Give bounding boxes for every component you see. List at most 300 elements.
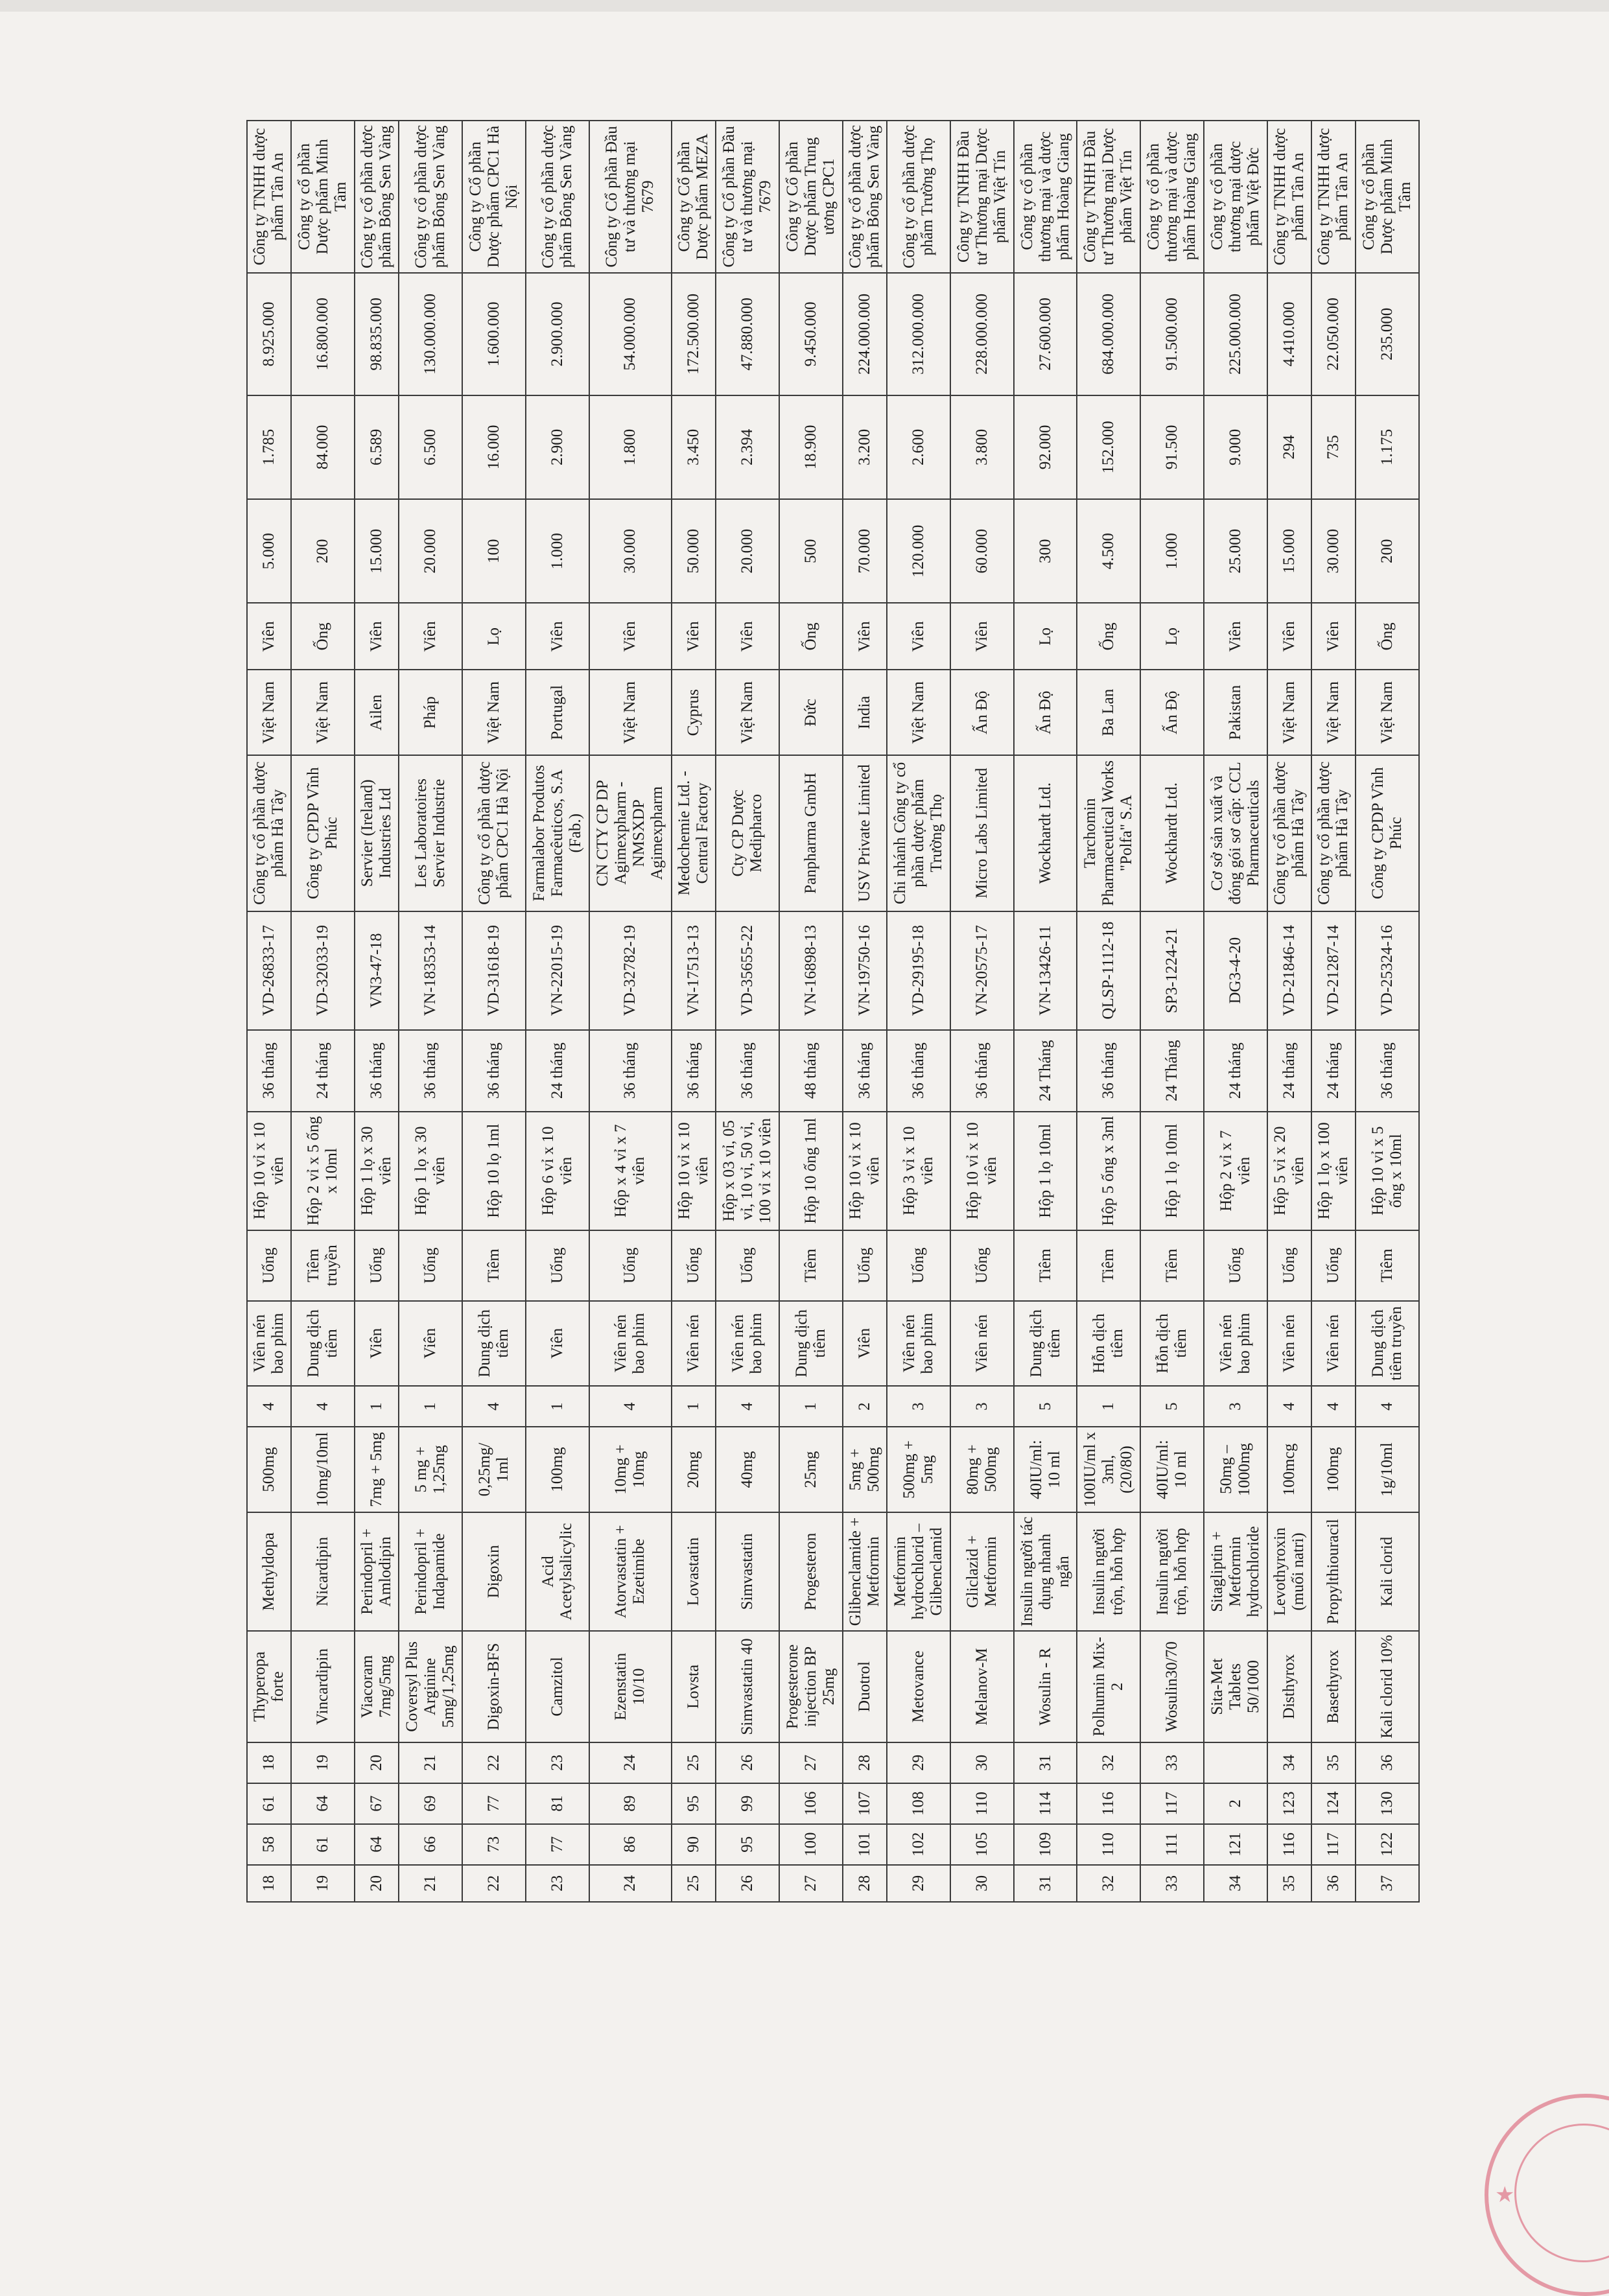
table-cell: Perindopril + Amlodipin bbox=[355, 1512, 399, 1631]
table-cell: VD-35655-22 bbox=[716, 911, 779, 1030]
table-cell: 26 bbox=[716, 1742, 779, 1783]
table-cell: Ống bbox=[779, 603, 843, 670]
table-cell: VD-31618-19 bbox=[462, 911, 526, 1030]
table-cell: VD-26833-17 bbox=[247, 911, 291, 1030]
table-cell: 80mg + 500mg bbox=[950, 1427, 1014, 1512]
table-cell: Duotrol bbox=[843, 1631, 887, 1742]
table-cell: VN-18353-14 bbox=[399, 911, 462, 1030]
table-cell: Công ty Cổ phần Dược phẩm MEZA bbox=[672, 121, 716, 273]
table-cell: Tiêm bbox=[1014, 1230, 1077, 1301]
table-cell: 61 bbox=[291, 1824, 355, 1865]
table-cell: 20.000 bbox=[716, 499, 779, 603]
table-cell: Farmalabor Produtos Farmacêuticos, S.A (Fab.) bbox=[526, 755, 589, 911]
table-cell: 30.000 bbox=[589, 499, 672, 603]
rotated-table-container bbox=[246, 120, 1420, 1903]
table-cell: 100IU/ml x 3ml, (20/80) bbox=[1077, 1427, 1140, 1512]
table-row bbox=[779, 121, 843, 1902]
table-cell: 64 bbox=[291, 1783, 355, 1824]
table-cell: 3 bbox=[887, 1386, 950, 1427]
table-row bbox=[462, 121, 526, 1902]
table-cell: Viên bbox=[355, 1301, 399, 1387]
table-cell: 123 bbox=[1267, 1783, 1311, 1824]
table-cell: 24 tháng bbox=[1204, 1030, 1267, 1112]
table-cell: Tiêm bbox=[1356, 1230, 1419, 1301]
table-cell: 1.600.000 bbox=[462, 273, 526, 395]
table-cell: 5 bbox=[1014, 1386, 1077, 1427]
table-cell: 66 bbox=[399, 1824, 462, 1865]
table-cell: Viên nén bao phim bbox=[887, 1301, 950, 1387]
table-cell: Simvastatin 40 bbox=[716, 1631, 779, 1742]
table-cell: Ống bbox=[291, 603, 355, 670]
table-cell: 35 bbox=[1267, 1865, 1311, 1902]
table-cell: Hộp 2 vỉ x 5 ống x 10ml bbox=[291, 1112, 355, 1230]
table-cell: Ống bbox=[1356, 603, 1419, 670]
table-cell: 67 bbox=[355, 1783, 399, 1824]
table-cell: 100mg bbox=[1311, 1427, 1356, 1512]
table-cell: 3 bbox=[950, 1386, 1014, 1427]
table-cell: 152.000 bbox=[1077, 395, 1140, 499]
table-cell: Viên bbox=[716, 603, 779, 670]
table-cell: Uống bbox=[399, 1230, 462, 1301]
table-cell: 24 tháng bbox=[1311, 1030, 1356, 1112]
table-cell: 2.900.000 bbox=[526, 273, 589, 395]
table-cell: Viên bbox=[1311, 603, 1356, 670]
table-cell: Hộp 10 ống 1ml bbox=[779, 1112, 843, 1230]
table-row bbox=[291, 121, 355, 1902]
table-cell: 24 tháng bbox=[291, 1030, 355, 1112]
table-cell: 1 bbox=[526, 1386, 589, 1427]
table-row bbox=[355, 121, 399, 1902]
table-cell: VD-32033-19 bbox=[291, 911, 355, 1030]
table-cell: Hộp 10 vỉ x 10 viên bbox=[843, 1112, 887, 1230]
table-cell: 200 bbox=[291, 499, 355, 603]
table-cell: 24 bbox=[589, 1865, 672, 1902]
table-cell: 24 tháng bbox=[526, 1030, 589, 1112]
table-cell: 735 bbox=[1311, 395, 1356, 499]
table-cell: 60.000 bbox=[950, 499, 1014, 603]
table-cell: Công ty Cổ phần Dược phẩm CPC1 Hà Nội bbox=[462, 121, 526, 273]
table-cell: Hộp x 03 vỉ, 05 vỉ, 10 vỉ, 50 vỉ, 100 vỉ x 10 viên bbox=[716, 1112, 779, 1230]
table-cell: 95 bbox=[672, 1783, 716, 1824]
table-cell: Tiêm truyền bbox=[291, 1230, 355, 1301]
table-cell: 4.500 bbox=[1077, 499, 1140, 603]
table-cell: VN-19750-16 bbox=[843, 911, 887, 1030]
table-cell: Viên bbox=[399, 1301, 462, 1387]
table-cell: 1 bbox=[672, 1386, 716, 1427]
table-cell: Wockhardt Ltd. bbox=[1014, 755, 1077, 911]
table-cell: Portugal bbox=[526, 670, 589, 755]
table-cell: 25 bbox=[672, 1865, 716, 1902]
table-cell: Công ty TNHH Đầu tư Thương mại Dược phẩm Việt Tín bbox=[1077, 121, 1140, 273]
table-cell: Hộp 10 vỉ x 10 viên bbox=[247, 1112, 291, 1230]
table-cell: Hỗn dịch tiêm bbox=[1140, 1301, 1204, 1387]
table-cell: 1.000 bbox=[526, 499, 589, 603]
table-cell: 28 bbox=[843, 1742, 887, 1783]
table-cell: Hộp 5 ống x 3ml bbox=[1077, 1112, 1140, 1230]
table-row bbox=[1356, 121, 1419, 1902]
table-cell: Uống bbox=[247, 1230, 291, 1301]
table-cell: Công ty cổ phần dược phẩm Hà Tây bbox=[247, 755, 291, 911]
table-cell bbox=[1204, 1742, 1267, 1783]
table-cell: 29 bbox=[887, 1742, 950, 1783]
table-row bbox=[399, 121, 462, 1902]
table-cell: VN-22015-19 bbox=[526, 911, 589, 1030]
table-cell: Viên bbox=[589, 603, 672, 670]
table-cell: 20mg bbox=[672, 1427, 716, 1512]
table-cell: Pakistan bbox=[1204, 670, 1267, 755]
table-cell: 5 bbox=[1140, 1386, 1204, 1427]
table-cell: 23 bbox=[526, 1865, 589, 1902]
table-cell: Viên nén bao phim bbox=[1204, 1301, 1267, 1387]
table-cell: VN-17513-13 bbox=[672, 911, 716, 1030]
table-cell: 73 bbox=[462, 1824, 526, 1865]
table-cell: Methyldopa bbox=[247, 1512, 291, 1631]
table-cell: Viên bbox=[526, 1301, 589, 1387]
table-cell: Basethyrox bbox=[1311, 1631, 1356, 1742]
table-cell: Sita-Met Tablets 50/1000 bbox=[1204, 1631, 1267, 1742]
table-cell: 40IU/ml: 10 ml bbox=[1014, 1427, 1077, 1512]
table-cell: 4 bbox=[291, 1386, 355, 1427]
table-cell: Hộp x 4 vỉ x 7 viên bbox=[589, 1112, 672, 1230]
table-cell: Panpharma GmbH bbox=[779, 755, 843, 911]
table-cell: VD-29195-18 bbox=[887, 911, 950, 1030]
table-cell: 15.000 bbox=[355, 499, 399, 603]
table-cell: Nicardipin bbox=[291, 1512, 355, 1631]
table-cell: Insulin người tác dụng nhanh ngắn bbox=[1014, 1512, 1077, 1631]
table-cell: Hộp 1 lọ x 30 viên bbox=[355, 1112, 399, 1230]
table-cell: 32 bbox=[1077, 1742, 1140, 1783]
table-cell: 6.500 bbox=[399, 395, 462, 499]
table-cell: Dung dịch tiêm bbox=[1014, 1301, 1077, 1387]
table-cell: 36 tháng bbox=[887, 1030, 950, 1112]
table-cell: 106 bbox=[779, 1783, 843, 1824]
table-cell: Chi nhánh Công ty cổ phần dược phẩm Trường Thọ bbox=[887, 755, 950, 911]
table-cell: 36 tháng bbox=[950, 1030, 1014, 1112]
table-cell: 36 tháng bbox=[399, 1030, 462, 1112]
table-cell: 111 bbox=[1140, 1824, 1204, 1865]
table-cell: 3.800 bbox=[950, 395, 1014, 499]
table-cell: 312.000.000 bbox=[887, 273, 950, 395]
table-cell: Tiêm bbox=[1077, 1230, 1140, 1301]
table-cell: 684.000.000 bbox=[1077, 273, 1140, 395]
table-cell: 100mcg bbox=[1267, 1427, 1311, 1512]
table-cell: 3 bbox=[1204, 1386, 1267, 1427]
table-cell: 54.000.000 bbox=[589, 273, 672, 395]
table-cell: 27 bbox=[779, 1742, 843, 1783]
paper-top-edge bbox=[0, 0, 1609, 12]
table-cell: Việt Nam bbox=[291, 670, 355, 755]
table-cell: Ấn Độ bbox=[1014, 670, 1077, 755]
table-cell: 34 bbox=[1267, 1742, 1311, 1783]
table-cell: 5.000 bbox=[247, 499, 291, 603]
table-cell: Atorvastatin + Ezetimibe bbox=[589, 1512, 672, 1631]
table-cell: 500mg bbox=[247, 1427, 291, 1512]
table-cell: 19 bbox=[291, 1865, 355, 1902]
table-cell: 18 bbox=[247, 1865, 291, 1902]
table-cell: Insulin người trộn, hỗn hợp bbox=[1077, 1512, 1140, 1631]
table-cell: Việt Nam bbox=[1356, 670, 1419, 755]
table-cell: 9.450.000 bbox=[779, 273, 843, 395]
table-cell: 30 bbox=[950, 1742, 1014, 1783]
table-cell: 117 bbox=[1311, 1824, 1356, 1865]
table-cell: 228.000.000 bbox=[950, 273, 1014, 395]
table-cell: VD-32782-19 bbox=[589, 911, 672, 1030]
table-cell: 225.000.000 bbox=[1204, 273, 1267, 395]
table-cell: 50mg – 1000mg bbox=[1204, 1427, 1267, 1512]
table-cell: Công ty cổ phần dược phẩm Bông Sen Vàng bbox=[843, 121, 887, 273]
table-cell: 40mg bbox=[716, 1427, 779, 1512]
table-cell: 4 bbox=[462, 1386, 526, 1427]
table-cell: 110 bbox=[950, 1783, 1014, 1824]
table-cell: Cyprus bbox=[672, 670, 716, 755]
table-cell: 16.000 bbox=[462, 395, 526, 499]
table-cell: 92.000 bbox=[1014, 395, 1077, 499]
table-cell: Coversyl Plus Arginine 5mg/1,25mg bbox=[399, 1631, 462, 1742]
table-cell: 37 bbox=[1356, 1865, 1419, 1902]
table-cell: Công ty cổ phần Dược phẩm Minh Tâm bbox=[291, 121, 355, 273]
table-cell: 30.000 bbox=[1311, 499, 1356, 603]
table-cell: 91.500.000 bbox=[1140, 273, 1204, 395]
table-cell: 18.900 bbox=[779, 395, 843, 499]
table-cell: Công ty Cổ phần Dược phẩm Trung ương CPC1 bbox=[779, 121, 843, 273]
table-cell: Ấn Độ bbox=[950, 670, 1014, 755]
table-cell: Công ty cổ phần thương mại và dược phẩm Hoàng Giang bbox=[1140, 121, 1204, 273]
table-cell: Uống bbox=[589, 1230, 672, 1301]
table-cell: 8.925.000 bbox=[247, 273, 291, 395]
table-cell: Hộp 2 vỉ x 7 viên bbox=[1204, 1112, 1267, 1230]
table-cell: India bbox=[843, 670, 887, 755]
table-cell: Lọ bbox=[1140, 603, 1204, 670]
table-cell: 1.800 bbox=[589, 395, 672, 499]
table-cell: Kali clorid bbox=[1356, 1512, 1419, 1631]
table-cell: Servier (Ireland) Industries Ltd bbox=[355, 755, 399, 911]
table-cell: 172.500.000 bbox=[672, 273, 716, 395]
table-cell: Insulin người trộn, hỗn hợp bbox=[1140, 1512, 1204, 1631]
table-cell: Viên bbox=[843, 1301, 887, 1387]
table-cell: Công ty CPDP Vĩnh Phúc bbox=[291, 755, 355, 911]
table-cell: 117 bbox=[1140, 1783, 1204, 1824]
table-cell: 200 bbox=[1356, 499, 1419, 603]
table-cell: Progesterone injection BP 25mg bbox=[779, 1631, 843, 1742]
table-cell: Viên bbox=[1204, 603, 1267, 670]
table-cell: 6.589 bbox=[355, 395, 399, 499]
table-cell: Digoxin-BFS bbox=[462, 1631, 526, 1742]
table-cell: Wockhardt Ltd. bbox=[1140, 755, 1204, 911]
table-cell: 19 bbox=[291, 1742, 355, 1783]
table-cell: 16.800.000 bbox=[291, 273, 355, 395]
table-cell: 20 bbox=[355, 1742, 399, 1783]
table-cell: 20 bbox=[355, 1865, 399, 1902]
table-row bbox=[1311, 121, 1356, 1902]
table-cell: Uống bbox=[843, 1230, 887, 1301]
table-cell: Les Laboratoires Servier Industrie bbox=[399, 755, 462, 911]
table-cell: 32 bbox=[1077, 1865, 1140, 1902]
table-cell: Uống bbox=[1204, 1230, 1267, 1301]
table-cell: Thyperopa forte bbox=[247, 1631, 291, 1742]
table-cell: Wosulin - R bbox=[1014, 1631, 1077, 1742]
table-row bbox=[843, 121, 887, 1902]
table-row bbox=[672, 121, 716, 1902]
table-cell: Hộp 1 lọ x 30 viên bbox=[399, 1112, 462, 1230]
table-cell: 0,25mg/ 1ml bbox=[462, 1427, 526, 1512]
table-cell: 58 bbox=[247, 1824, 291, 1865]
table-cell: 235.000 bbox=[1356, 273, 1419, 395]
table-cell: 22 bbox=[462, 1742, 526, 1783]
table-cell: Camzitol bbox=[526, 1631, 589, 1742]
table-cell: 114 bbox=[1014, 1783, 1077, 1824]
table-cell: Công ty cổ phần dược phẩm Trường Thọ bbox=[887, 121, 950, 273]
table-cell: 35 bbox=[1311, 1742, 1356, 1783]
table-cell: 33 bbox=[1140, 1742, 1204, 1783]
table-cell: Metformin hydrochlorid – Glibenclamid bbox=[887, 1512, 950, 1631]
table-cell: VN-16898-13 bbox=[779, 911, 843, 1030]
table-cell: 1.175 bbox=[1356, 395, 1419, 499]
table-cell: Công ty cổ phần Dược phẩm Minh Tâm bbox=[1356, 121, 1419, 273]
table-cell: 122 bbox=[1356, 1824, 1419, 1865]
table-cell: Hộp 10 vỉ x 10 viên bbox=[950, 1112, 1014, 1230]
table-cell: Gliclazid + Metformin bbox=[950, 1512, 1014, 1631]
table-cell: Viên nén bbox=[950, 1301, 1014, 1387]
table-cell: 5mg + 500mg bbox=[843, 1427, 887, 1512]
table-cell: Perindopril + Indapamide bbox=[399, 1512, 462, 1631]
table-cell: Viên bbox=[887, 603, 950, 670]
table-cell: 21 bbox=[399, 1742, 462, 1783]
table-cell: 36 tháng bbox=[672, 1030, 716, 1112]
table-cell: 36 bbox=[1311, 1865, 1356, 1902]
table-cell: 101 bbox=[843, 1824, 887, 1865]
table-cell: Uống bbox=[355, 1230, 399, 1301]
table-cell: Hộp 6 vỉ x 10 viên bbox=[526, 1112, 589, 1230]
table-cell: Viacoram 7mg/5mg bbox=[355, 1631, 399, 1742]
table-cell: 23 bbox=[526, 1742, 589, 1783]
table-cell: 124 bbox=[1311, 1783, 1356, 1824]
table-cell: 77 bbox=[462, 1783, 526, 1824]
table-cell: Viên nén bao phim bbox=[247, 1301, 291, 1387]
table-cell: 20.000 bbox=[399, 499, 462, 603]
table-cell: 4 bbox=[1356, 1386, 1419, 1427]
table-cell: Công ty TNHH Đầu tư Thương mại Dược phẩm Việt Tín bbox=[950, 121, 1014, 273]
table-cell: Wosulin30/70 bbox=[1140, 1631, 1204, 1742]
table-cell: Công ty TNHH dược phẩm Tân An bbox=[1311, 121, 1356, 273]
table-cell: 25 bbox=[672, 1742, 716, 1783]
table-row bbox=[1267, 121, 1311, 1902]
table-cell: Uống bbox=[1267, 1230, 1311, 1301]
table-cell: Viên bbox=[399, 603, 462, 670]
table-cell: Dung dịch tiêm bbox=[779, 1301, 843, 1387]
table-cell: 36 tháng bbox=[355, 1030, 399, 1112]
table-cell: 4 bbox=[1311, 1386, 1356, 1427]
table-cell: Công ty cổ phần thương mại và dược phẩm Hoàng Giang bbox=[1014, 121, 1077, 273]
table-cell: VN-20575-17 bbox=[950, 911, 1014, 1030]
table-cell: 3.450 bbox=[672, 395, 716, 499]
table-cell: 24 tháng bbox=[1267, 1030, 1311, 1112]
table-cell: 36 tháng bbox=[462, 1030, 526, 1112]
table-cell: Viên bbox=[247, 603, 291, 670]
table-cell: Lovastatin bbox=[672, 1512, 716, 1631]
table-cell: Việt Nam bbox=[247, 670, 291, 755]
table-cell: 130 bbox=[1356, 1783, 1419, 1824]
table-cell: 4 bbox=[247, 1386, 291, 1427]
table-cell: 25mg bbox=[779, 1427, 843, 1512]
table-cell: Công ty TNHH dược phẩm Tân An bbox=[1267, 121, 1311, 273]
table-cell: 109 bbox=[1014, 1824, 1077, 1865]
table-cell: 36 tháng bbox=[716, 1030, 779, 1112]
table-cell: 500mg + 5mg bbox=[887, 1427, 950, 1512]
table-cell: 24 Tháng bbox=[1140, 1030, 1204, 1112]
table-cell: 1g/10ml bbox=[1356, 1427, 1419, 1512]
table-row bbox=[589, 121, 672, 1902]
table-cell: 2.900 bbox=[526, 395, 589, 499]
table-cell: Hộp 1 lọ 10ml bbox=[1014, 1112, 1077, 1230]
table-cell: 61 bbox=[247, 1783, 291, 1824]
table-cell: 100 bbox=[779, 1824, 843, 1865]
table-cell: Hộp 10 vỉ x 10 viên bbox=[672, 1112, 716, 1230]
table-cell: Sitagliptin + Metformin hydrochloride bbox=[1204, 1512, 1267, 1631]
table-cell: 100mg bbox=[526, 1427, 589, 1512]
table-cell: 34 bbox=[1204, 1865, 1267, 1902]
table-row bbox=[247, 121, 291, 1902]
table-cell: Công ty Cổ phần Đầu tư và thương mại 7679 bbox=[589, 121, 672, 273]
table-cell: 2 bbox=[1204, 1783, 1267, 1824]
table-cell: Uống bbox=[716, 1230, 779, 1301]
table-cell: 27.600.000 bbox=[1014, 273, 1077, 395]
table-cell: 31 bbox=[1014, 1865, 1077, 1902]
table-cell: Viên bbox=[672, 603, 716, 670]
table-cell: Viên bbox=[526, 603, 589, 670]
table-cell: 91.500 bbox=[1140, 395, 1204, 499]
table-cell: 1.785 bbox=[247, 395, 291, 499]
table-cell: 130.000.000 bbox=[399, 273, 462, 395]
table-cell: Viên nén bbox=[672, 1301, 716, 1387]
table-row bbox=[1014, 121, 1077, 1902]
table-cell: VD-21287-14 bbox=[1311, 911, 1356, 1030]
table-cell: 116 bbox=[1077, 1783, 1140, 1824]
table-cell: Việt Nam bbox=[1311, 670, 1356, 755]
table-cell: Hộp 10 lọ 1ml bbox=[462, 1112, 526, 1230]
table-cell: 21 bbox=[399, 1865, 462, 1902]
table-cell: VN-13426-11 bbox=[1014, 911, 1077, 1030]
table-cell: Viên bbox=[843, 603, 887, 670]
table-cell: Lọ bbox=[462, 603, 526, 670]
table-cell: 47.880.000 bbox=[716, 273, 779, 395]
table-cell: Viên nén bbox=[1267, 1301, 1311, 1387]
table-cell: Metovance bbox=[887, 1631, 950, 1742]
table-cell: Viên nén bao phim bbox=[589, 1301, 672, 1387]
table-cell: Việt Nam bbox=[589, 670, 672, 755]
table-cell: 81 bbox=[526, 1783, 589, 1824]
table-cell: Ba Lan bbox=[1077, 670, 1140, 755]
table-cell: 108 bbox=[887, 1783, 950, 1824]
table-cell: 36 tháng bbox=[1077, 1030, 1140, 1112]
table-cell: Propylthiouracil bbox=[1311, 1512, 1356, 1631]
table-cell: 10mg + 10mg bbox=[589, 1427, 672, 1512]
table-cell: Việt Nam bbox=[887, 670, 950, 755]
table-cell: 1 bbox=[779, 1386, 843, 1427]
table-cell: 90 bbox=[672, 1824, 716, 1865]
table-cell: 15.000 bbox=[1267, 499, 1311, 603]
table-cell: 36 tháng bbox=[1356, 1030, 1419, 1112]
table-cell: 7mg + 5mg bbox=[355, 1427, 399, 1512]
table-cell: Hộp 3 vỉ x 10 viên bbox=[887, 1112, 950, 1230]
table-cell: 89 bbox=[589, 1783, 672, 1824]
table-cell: Công ty cổ phần dược phẩm Hà Tây bbox=[1311, 755, 1356, 911]
table-cell: 9.000 bbox=[1204, 395, 1267, 499]
table-cell: 22 bbox=[462, 1865, 526, 1902]
table-cell: 36 tháng bbox=[247, 1030, 291, 1112]
table-cell: Đức bbox=[779, 670, 843, 755]
table-cell: Lovsta bbox=[672, 1631, 716, 1742]
table-cell: Progesteron bbox=[779, 1512, 843, 1631]
